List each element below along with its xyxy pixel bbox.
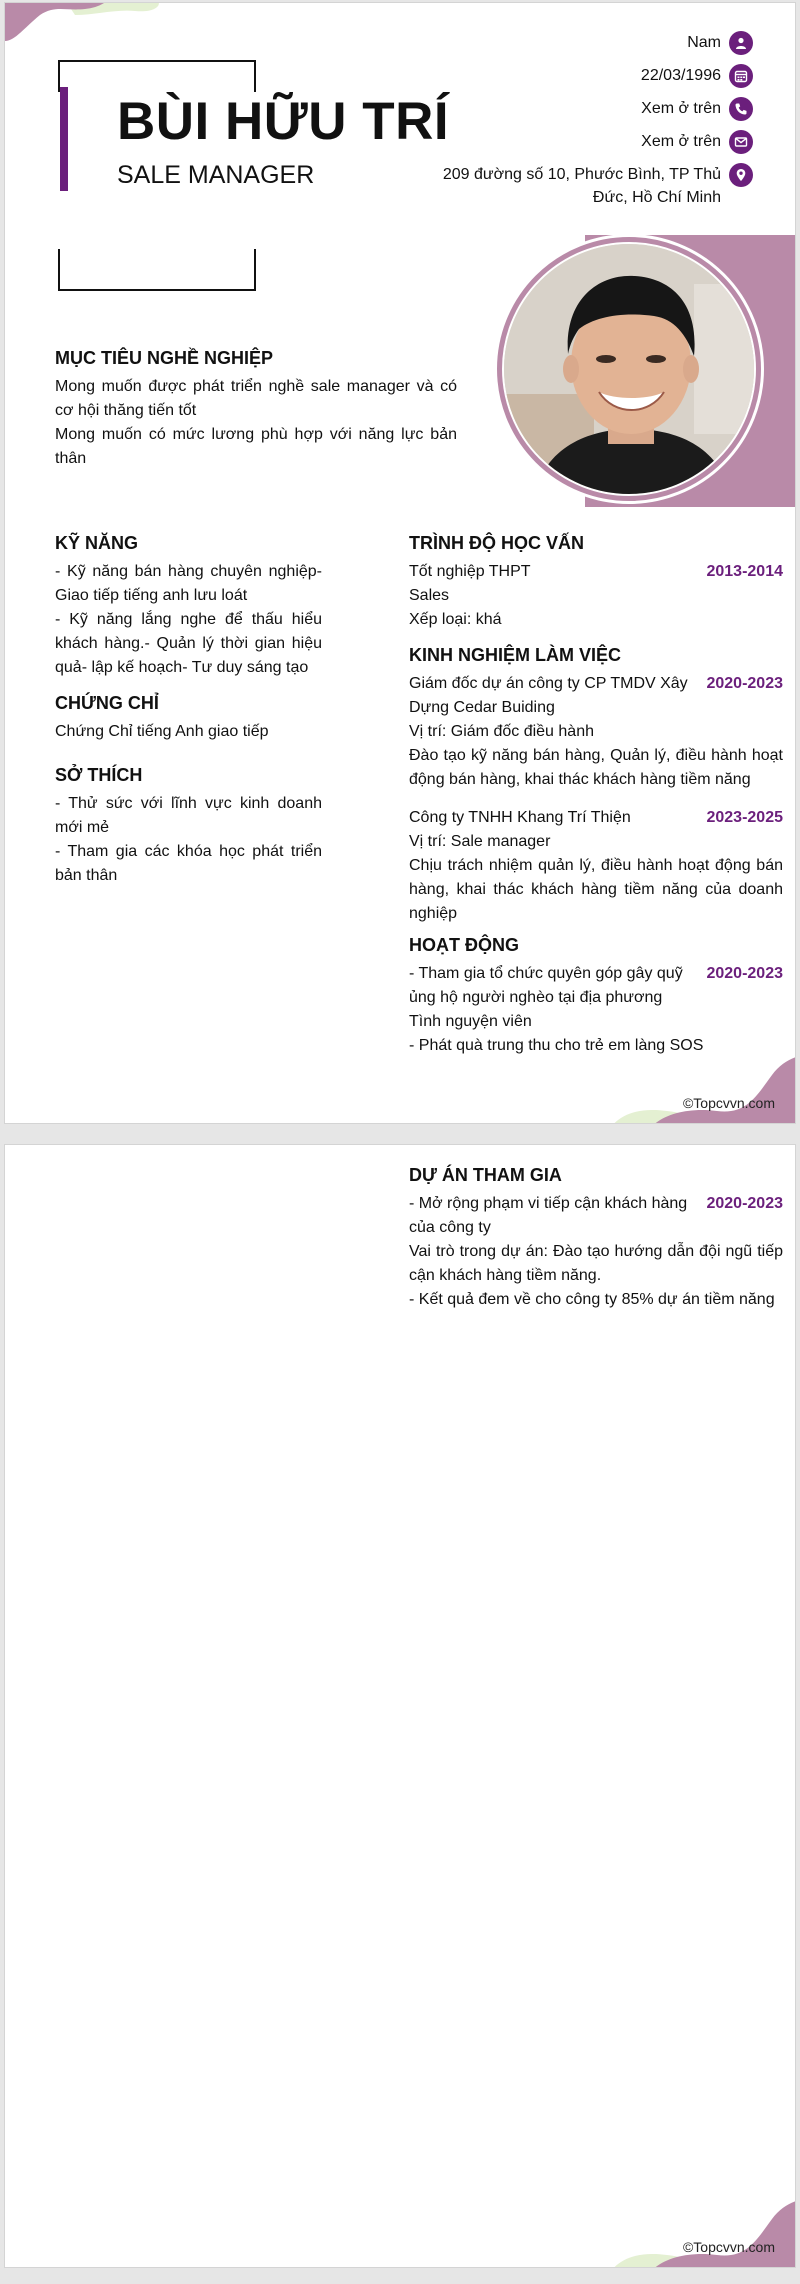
activity-year: 2020-2023 — [706, 965, 783, 982]
project-detail: - Kết quả đem về cho công ty 85% dự án tiềm năng — [409, 1291, 775, 1308]
contact-gender-text: Nam — [687, 34, 721, 51]
contact-gender — [423, 31, 753, 55]
education-school: Tốt nghiệp THPT — [409, 563, 531, 580]
contact-phone — [423, 97, 753, 121]
experience-company: Giám đốc dự án công ty CP TMDV Xây Dựng Cedar Buiding — [409, 675, 688, 716]
project-year: 2020-2023 — [706, 1195, 783, 1212]
hobby-line: - Thử sức với lĩnh vực kinh doanh mới mẻ — [55, 795, 322, 836]
skills-title: KỸ NĂNG — [55, 533, 139, 553]
objective-title: MỤC TIÊU NGHỀ NGHIỆP — [55, 348, 274, 368]
experience-item — [409, 672, 783, 792]
education-detail: Sales — [409, 587, 450, 604]
skills-line: - Kỹ năng lắng nghe để thấu hiểu khách hàng.- Quản lý thời gian hiệu quả- lập kế hoạch- Tư duy sáng tạo — [55, 611, 322, 676]
experience-item — [409, 806, 783, 926]
header-frame-bottom — [58, 249, 256, 291]
projects-section — [409, 1165, 783, 1322]
activity-item — [409, 962, 783, 1058]
calendar-icon — [729, 64, 753, 88]
job-title: SALE MANAGER — [117, 161, 315, 189]
contact-address — [423, 163, 753, 209]
mail-icon — [729, 130, 753, 154]
experience-detail: Đào tạo kỹ năng bán hàng, Quản lý, điều hành hoạt động bán hàng, khai thác khách hàng tiềm năng — [409, 747, 783, 788]
project-item — [409, 1192, 783, 1312]
education-detail: Xếp loại: khá — [409, 611, 502, 628]
copyright-text: ©Topcvvn.com — [682, 1095, 775, 1111]
contact-email — [423, 130, 753, 154]
certificates-title: CHỨNG CHỈ — [55, 693, 159, 713]
user-icon — [729, 31, 753, 55]
experience-year: 2020-2023 — [706, 675, 783, 692]
header-frame-top — [58, 60, 256, 92]
objective-line: Mong muốn được phát triển nghề sale manager và có cơ hội thăng tiến tốt — [55, 378, 457, 419]
skills-line: - Kỹ năng bán hàng chuyên nghiệp- Giao tiếp tiếng anh lưu loát — [55, 563, 322, 604]
decorative-blob-bottom-right — [607, 2199, 796, 2268]
location-icon — [729, 163, 753, 187]
objective-line: Mong muốn có mức lương phù hợp với năng lực bản thân — [55, 426, 457, 467]
education-title: TRÌNH ĐỘ HỌC VẤN — [409, 533, 584, 553]
candidate-name: BÙI HỮU TRÍ — [117, 92, 450, 151]
decorative-blob-top-left — [4, 2, 175, 55]
objective-section — [55, 348, 457, 471]
experience-section — [409, 645, 783, 936]
hobbies-section — [55, 765, 322, 888]
experience-detail: Vị trí: Giám đốc điều hành — [409, 723, 594, 740]
experience-year: 2023-2025 — [706, 809, 783, 826]
profile-photo — [502, 242, 756, 496]
hobby-line: - Tham gia các khóa học phát triển bản thân — [55, 843, 322, 884]
experience-detail: Vị trí: Sale manager — [409, 833, 551, 850]
certificates-section — [55, 693, 322, 744]
education-section — [409, 533, 783, 642]
project-detail: Vai trò trong dự án: Đào tạo hướng dẫn đội ngũ tiếp cận khách hàng tiềm năng. — [409, 1243, 783, 1284]
experience-detail: Chịu trách nhiệm quản lý, điều hành hoạt động bán hàng, khai thác khách hàng tiềm năng của doanh nghiệp — [409, 857, 783, 922]
activity-detail: - Phát quà trung thu cho trẻ em làng SOS — [409, 1037, 704, 1054]
activity-lead: - Tham gia tổ chức quyên góp gây quỹ ủng hộ người nghèo tại địa phương — [409, 965, 683, 1006]
education-year: 2013-2014 — [706, 563, 783, 580]
copyright-text: ©Topcvvn.com — [682, 2239, 775, 2255]
decorative-blob-bottom-right — [607, 1055, 796, 1124]
cv-page-1 — [4, 2, 796, 1124]
projects-title: DỰ ÁN THAM GIA — [409, 1165, 562, 1185]
cv-page-2 — [4, 1144, 796, 2268]
hobbies-title: SỞ THÍCH — [55, 765, 143, 785]
contact-phone-text: Xem ở trên — [641, 100, 721, 117]
contact-birthday-text: 22/03/1996 — [640, 67, 721, 84]
contact-address-text: 209 đường số 10, Phước Bình, TP Thủ Đức, Hồ Chí Minh — [442, 166, 721, 206]
certificate-line: Chứng Chỉ tiếng Anh giao tiếp — [55, 723, 269, 740]
phone-icon — [729, 97, 753, 121]
contact-birthday — [423, 64, 753, 88]
activities-title: HOẠT ĐỘNG — [409, 935, 519, 955]
experience-company: Công ty TNHH Khang Trí Thiện — [409, 809, 631, 826]
header-accent-bar — [60, 87, 68, 191]
experience-title: KINH NGHIỆM LÀM VIỆC — [409, 645, 622, 665]
education-item — [409, 560, 783, 632]
activity-detail: Tình nguyện viên — [409, 1013, 532, 1030]
activities-section — [409, 935, 783, 1068]
skills-section — [55, 533, 322, 680]
contact-list — [423, 31, 753, 218]
contact-email-text: Xem ở trên — [641, 133, 721, 150]
project-lead: - Mở rộng phạm vi tiếp cận khách hàng của công ty — [409, 1195, 688, 1236]
